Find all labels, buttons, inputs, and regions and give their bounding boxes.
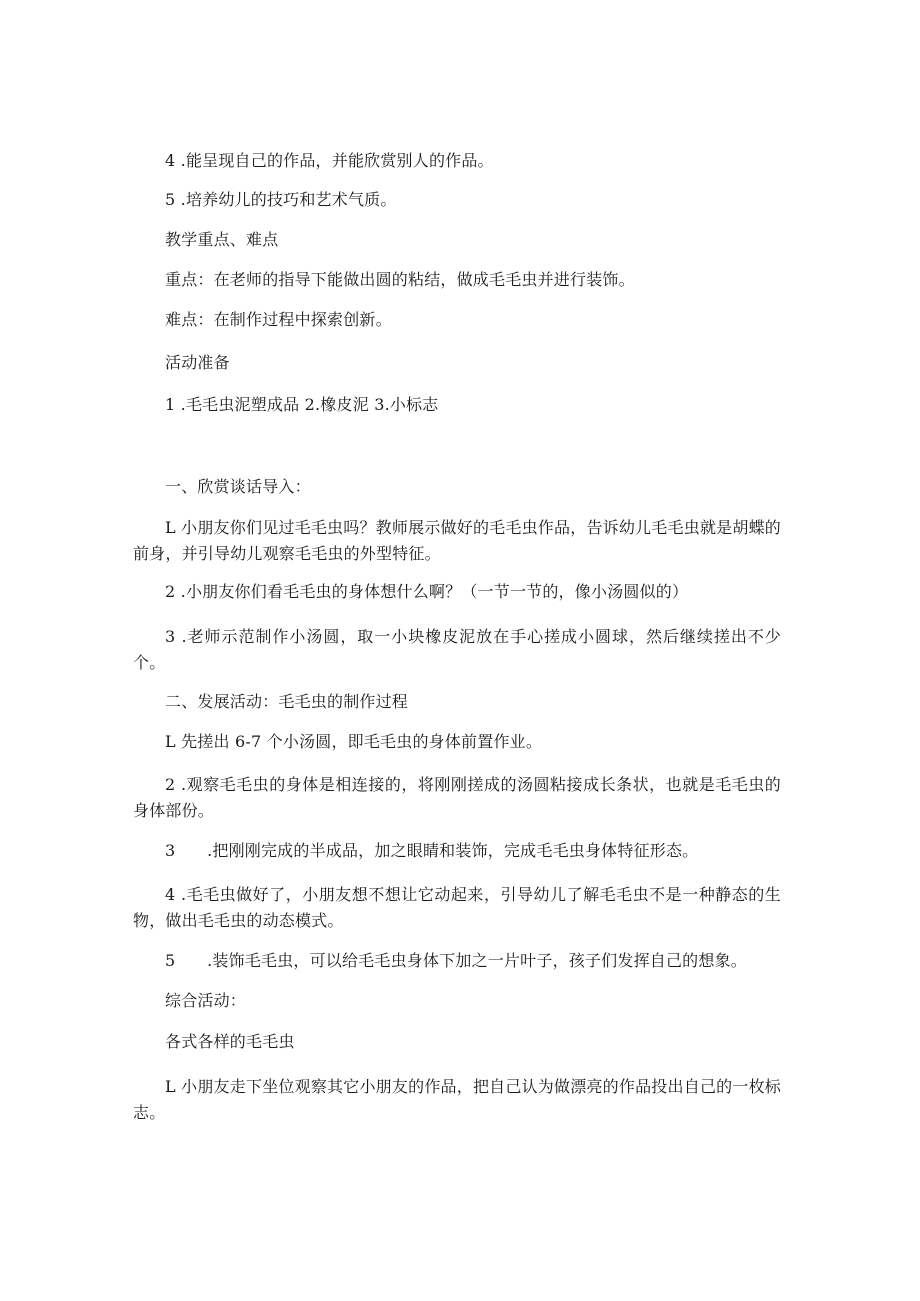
section1-step3: 3 .老师示范制作小汤圆，取一小块橡皮泥放在手心搓成小圆球，然后继续搓出不少个。 [133,627,781,672]
difficulty-point: 难点：在制作过程中探索创新。 [165,310,392,329]
key-points-heading: 教学重点、难点 [165,230,279,249]
section2-step1: L 先搓出 6-7 个小汤圆，即毛毛虫的身体前置作业。 [165,732,543,751]
section3-step1: L 小朋友走下坐位观察其它小朋友的作品，把自己认为做漂亮的作品投出自己的一枚标志。 [133,1077,781,1122]
section2-step3: 3 .把刚刚完成的半成品，加之眼睛和装饰，完成毛毛虫身体特征形态。 [165,841,699,860]
section3-heading: 综合活动： [165,991,247,1010]
section2-step4: 4 .毛毛虫做好了，小朋友想不想让它动起来，引导幼儿了解毛毛虫不是一种静态的生物，做出毛毛虫的动态模式。 [133,885,781,930]
section1-step1: L 小朋友你们见过毛毛虫吗？教师展示做好的毛毛虫作品，告诉幼儿毛毛虫就是胡蝶的前身，并引导幼儿观察毛毛虫的外型特征。 [133,518,781,563]
objective-item-4: 4 .能呈现自己的作品，并能欣赏别人的作品。 [165,151,494,170]
section1-step2: 2 .小朋友你们看毛毛虫的身体想什么啊？（一节一节的，像小汤圆似的） [165,582,689,601]
focus-point: 重点：在老师的指导下能做出圆的粘结，做成毛毛虫并进行装饰。 [165,270,635,289]
section3-subheading: 各式各样的毛毛虫 [165,1032,295,1051]
preparation-materials: 1 .毛毛虫泥塑成品 2.橡皮泥 3.小标志 [165,395,439,414]
preparation-heading: 活动准备 [165,353,230,372]
section2-step5: 5 .装饰毛毛虫，可以给毛毛虫身体下加之一片叶子，孩子们发挥自己的想象。 [165,951,747,970]
section1-heading: 一、欣赏谈话导入： [165,477,311,496]
section2-step2: 2 .观察毛毛虫的身体是相连接的，将刚刚搓成的汤圆粘接成长条状，也就是毛毛虫的身体部份。 [133,775,781,820]
objective-item-5: 5 .培养幼儿的技巧和艺术气质。 [165,190,397,209]
section2-heading: 二、发展活动：毛毛虫的制作过程 [165,692,409,711]
